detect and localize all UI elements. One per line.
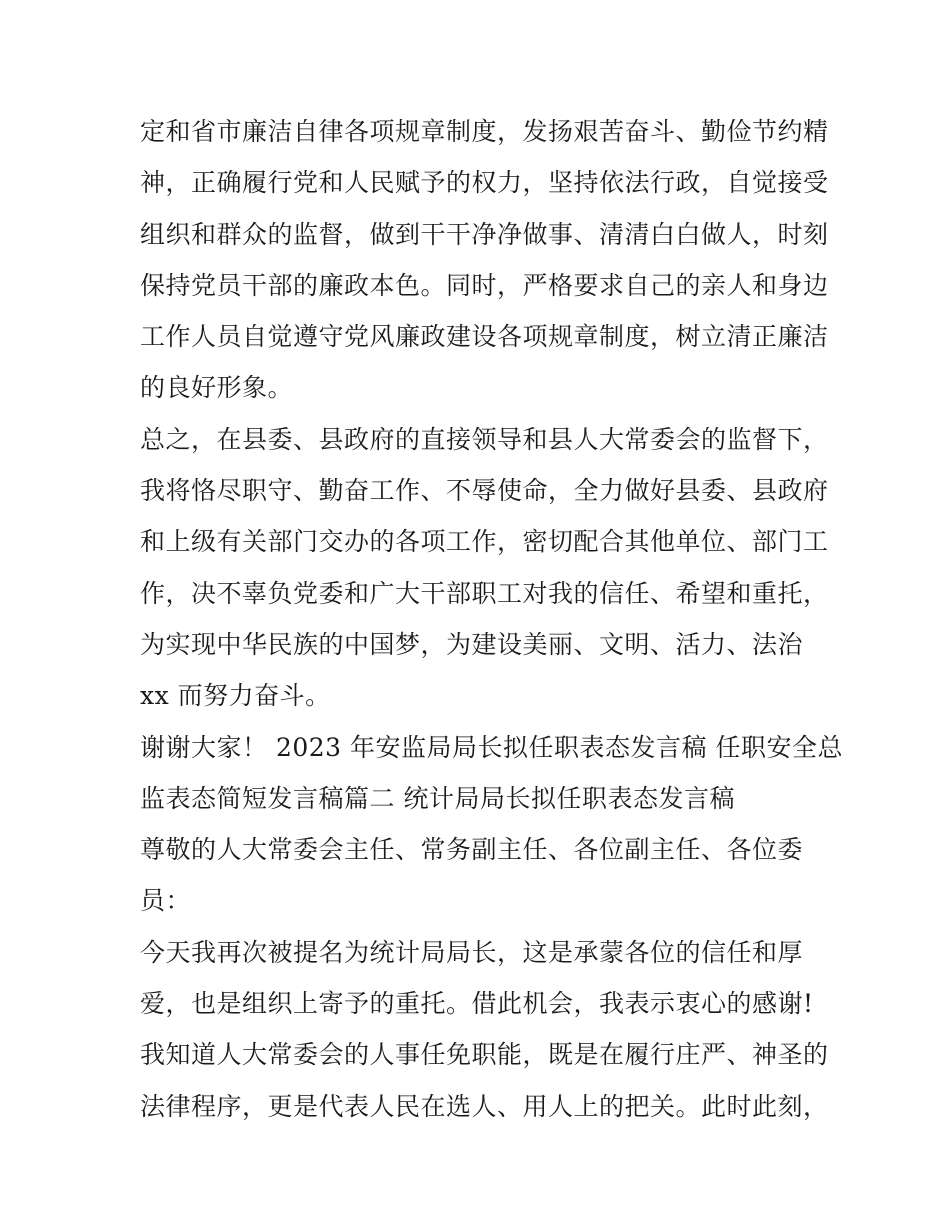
text-line: 谢谢大家！ 2023 年安监局局长拟任职表态发言稿 任职安全总 (140, 732, 843, 762)
text-line: 工作人员自觉遵守党风廉政建设各项规章制度，树立清正廉洁 (140, 322, 829, 352)
text-line: 定和省市廉洁自律各项规章制度，发扬艰苦奋斗、勤俭节约精 (140, 117, 829, 146)
text-line: 组织和群众的监督，做到干干净净做事、清清白白做人，时刻 (140, 219, 829, 249)
text-line: 我将恪尽职守、勤奋工作、不辱使命，全力做好县委、县政府 (140, 476, 829, 506)
text-line: 总之，在县委、县政府的直接领导和县人大常委会的监督下， (140, 424, 829, 454)
text-line: 法律程序，更是代表人民在选人、用人上的把关。此时此刻， (140, 1091, 829, 1121)
text-line: 员： (140, 886, 192, 916)
text-line: 尊敬的人大常委会主任、常务副主任、各位副主任、各位委 (140, 835, 804, 865)
text-line: 爱，也是组织上寄予的重托。借此机会，我表示衷心的感谢! (140, 989, 814, 1019)
text-line: 监表态简短发言稿篇二 统计局局长拟任职表态发言稿 (140, 783, 735, 813)
text-line: 保持党员干部的廉政本色。同时，严格要求自己的亲人和身边 (140, 270, 829, 300)
text-line: 我知道人大常委会的人事任免职能，既是在履行庄严、神圣的 (140, 1040, 829, 1070)
text-line: 为实现中华民族的中国梦，为建设美丽、文明、活力、法治 (140, 629, 804, 659)
text-line: xx 而努力奋斗。 (140, 681, 331, 711)
document-body (140, 106, 843, 1132)
text-line: 神，正确履行党和人民赋予的权力，坚持依法行政，自觉接受 (140, 168, 829, 198)
text-line: 和上级有关部门交办的各项工作，密切配合其他单位、部门工 (140, 527, 829, 557)
text-line: 作，决不辜负党委和广大干部职工对我的信任、希望和重托， (140, 578, 829, 608)
text-line: 的良好形象。 (140, 373, 294, 403)
text-line: 今天我再次被提名为统计局局长，这是承蒙各位的信任和厚 (140, 937, 804, 967)
